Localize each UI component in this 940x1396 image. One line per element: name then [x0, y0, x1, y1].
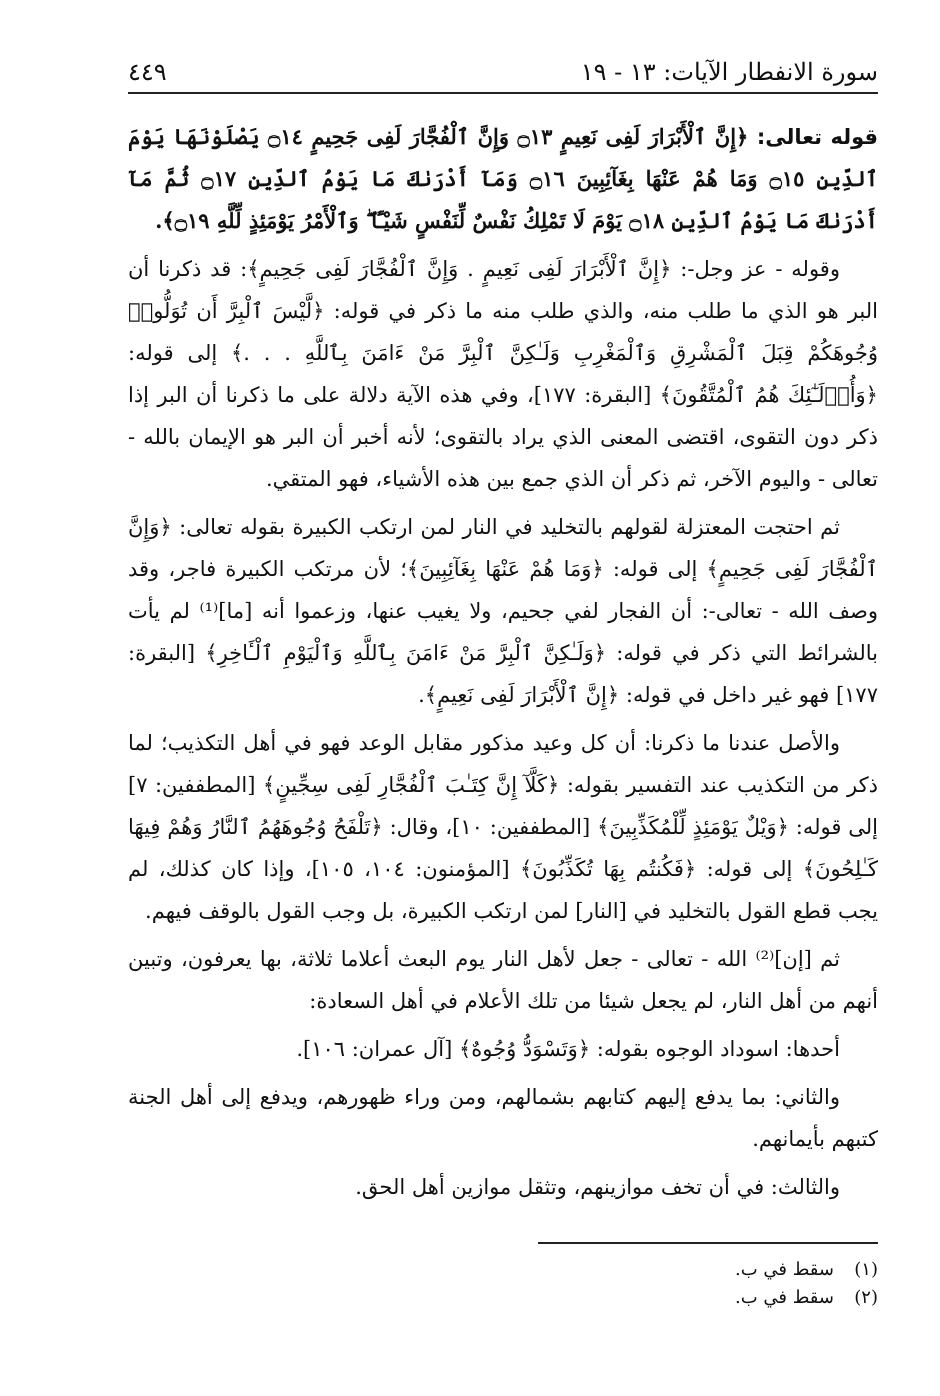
paragraph: أحدها: اسوداد الوجوه بقوله: ﴿وَتَسْوَدُّ وُجُوهٌ﴾ [آل عمران: ١٠٦].: [296, 1037, 840, 1061]
footnote-number: (١): [854, 1259, 878, 1280]
page-header: [128, 50, 878, 94]
footnotes: [478, 1256, 878, 1312]
paragraph-verse: [128, 116, 878, 242]
paragraph: والثاني: بما يدفع إليهم كتابهم بشمالهم، ومن وراء ظهورهم، ويدفع إلى أهل الجنة كتبهم بأيمانهم.: [128, 1085, 878, 1151]
page-number: ٤٤٩: [128, 58, 167, 86]
footnote-number: (٢): [854, 1287, 878, 1308]
running-title: سورة الانفطار الآيات: ١٣ - ١٩: [580, 58, 878, 86]
verse-text: ﴿إِنَّ ٱلْأَبْرَارَ لَفِى نَعِيمٍ ۝١٣ وَإِنَّ ٱلْفُجَّارَ لَفِى جَحِيمٍ ۝١٤ يَصْلَوْنَهَا يَوْمَ ٱلدِّينِ ۝١٥ وَمَا هُمْ عَنْهَا بِغَآئِبِينَ ۝١٦ وَمَآ أَدْرَىٰكَ مَا يَوْمُ ٱلدِّينِ ۝١٧ ثُمَّ مَآ أَدْرَىٰكَ مَا يَوْمُ ٱلدِّينِ ۝١٨ يَوْمَ لَا تَمْلِكُ نَفْسٌ لِّنَفْسٍ شَيْـًٔا ۖ وَٱلْأَمْرُ يَوْمَئِذٍ لِّلَّهِ ۝١٩﴾.: [128, 124, 878, 233]
paragraph: وقوله - عز وجل-: ﴿إِنَّ ٱلْأَبْرَارَ لَفِى نَعِيمٍ . وَإِنَّ ٱلْفُجَّارَ لَفِى جَحِيمٍ﴾: قد ذكرنا أن البر هو الذي ما طلب منه، والذي طلب منه ما ذكر في قوله: ﴿لَّيْسَ ٱلْبِرَّ أَن تُوَلُّوا۟ وُجُوهَكُمْ قِبَلَ ٱلْمَشْرِقِ وَٱلْمَغْرِبِ وَلَـٰكِنَّ ٱلْبِرَّ مَنْ ءَامَنَ بِٱللَّهِ . . .﴾ إلى قوله: ﴿وَأُو۟لَـٰٓئِكَ هُمُ ٱلْمُتَّقُونَ﴾ [البقرة: ١٧٧]، وفي هذه الآية دلالة على ما ذكرنا أن البر إذا ذكر دون التقوى، اقتضى المعنى الذي يراد بالتقوى؛ لأنه أخبر أن البر هو الإيمان بالله - تعالى - واليوم الآخر، ثم ذكر أن الذي جمع بين هذه الأشياء، فهو المتقي.: [128, 257, 878, 491]
paragraph: ثم احتجت المعتزلة لقولهم بالتخليد في النار لمن ارتكب الكبيرة بقوله تعالى: ﴿وَإِنَّ ٱلْفُجَّارَ لَفِى جَحِيمٍ﴾ إلى قوله: ﴿وَمَا هُمْ عَنْهَا بِغَآئِبِينَ﴾؛ لأن مرتكب الكبيرة فاجر، وقد وصف الله - تعالى-: أن الفجار لفي جحيم، ولا يغيب عنها، وزعموا أنه [ما]⁽¹⁾ لم يأت بالشرائط التي ذكر في قوله: ﴿وَلَـٰكِنَّ ٱلْبِرَّ مَنْ ءَامَنَ بِٱللَّهِ وَٱلْيَوْمِ ٱلْـَٔاخِرِ﴾ [البقرة: ١٧٧] فهو غير داخل في قوله: ﴿إِنَّ ٱلْأَبْرَارَ لَفِى نَعِيمٍ﴾.: [128, 515, 878, 707]
footnote: [478, 1284, 878, 1312]
verse-lead: قوله تعالى:: [756, 125, 878, 149]
footnote-divider: [538, 1242, 878, 1244]
main-text: [128, 116, 878, 1208]
paragraph: ثم [إن]⁽²⁾ الله - تعالى - جعل لأهل النار يوم البعث أعلاما ثلاثة، بها يعرفون، وتبين أنهم من أهل النار، لم يجعل شيئا من تلك الأعلام في أهل السعادة:: [128, 947, 878, 1013]
paragraph: والثالث: في أن تخف موازينهم، وتثقل موازين أهل الحق.: [355, 1175, 840, 1199]
paragraph: والأصل عندنا ما ذكرنا: أن كل وعيد مذكور مقابل الوعد فهو في أهل التكذيب؛ لما ذكر من التكذيب عند التفسير بقوله: ﴿كَلَّآ إِنَّ كِتَـٰبَ ٱلْفُجَّارِ لَفِى سِجِّينٍ﴾ [المطففين: ٧] إلى قوله: ﴿وَيْلٌ يَوْمَئِذٍ لِّلْمُكَذِّبِينَ﴾ [المطففين: ١٠]، وقال: ﴿تَلْفَحُ وُجُوهَهُمُ ٱلنَّارُ وَهُمْ فِيهَا كَـٰلِحُونَ﴾ إلى قوله: ﴿فَكُنتُم بِهَا تُكَذِّبُونَ﴾ [المؤمنون: ١٠٤، ١٠٥]، وإذا كان كذلك، لم يجب قطع القول بالتخليد في [النار] لمن ارتكب الكبيرة، بل وجب القول بالوقف فيهم.: [128, 731, 879, 923]
footnote: [478, 1256, 878, 1284]
footnote-text: سقط في ب.: [735, 1259, 834, 1280]
footnote-text: سقط في ب.: [735, 1287, 834, 1308]
